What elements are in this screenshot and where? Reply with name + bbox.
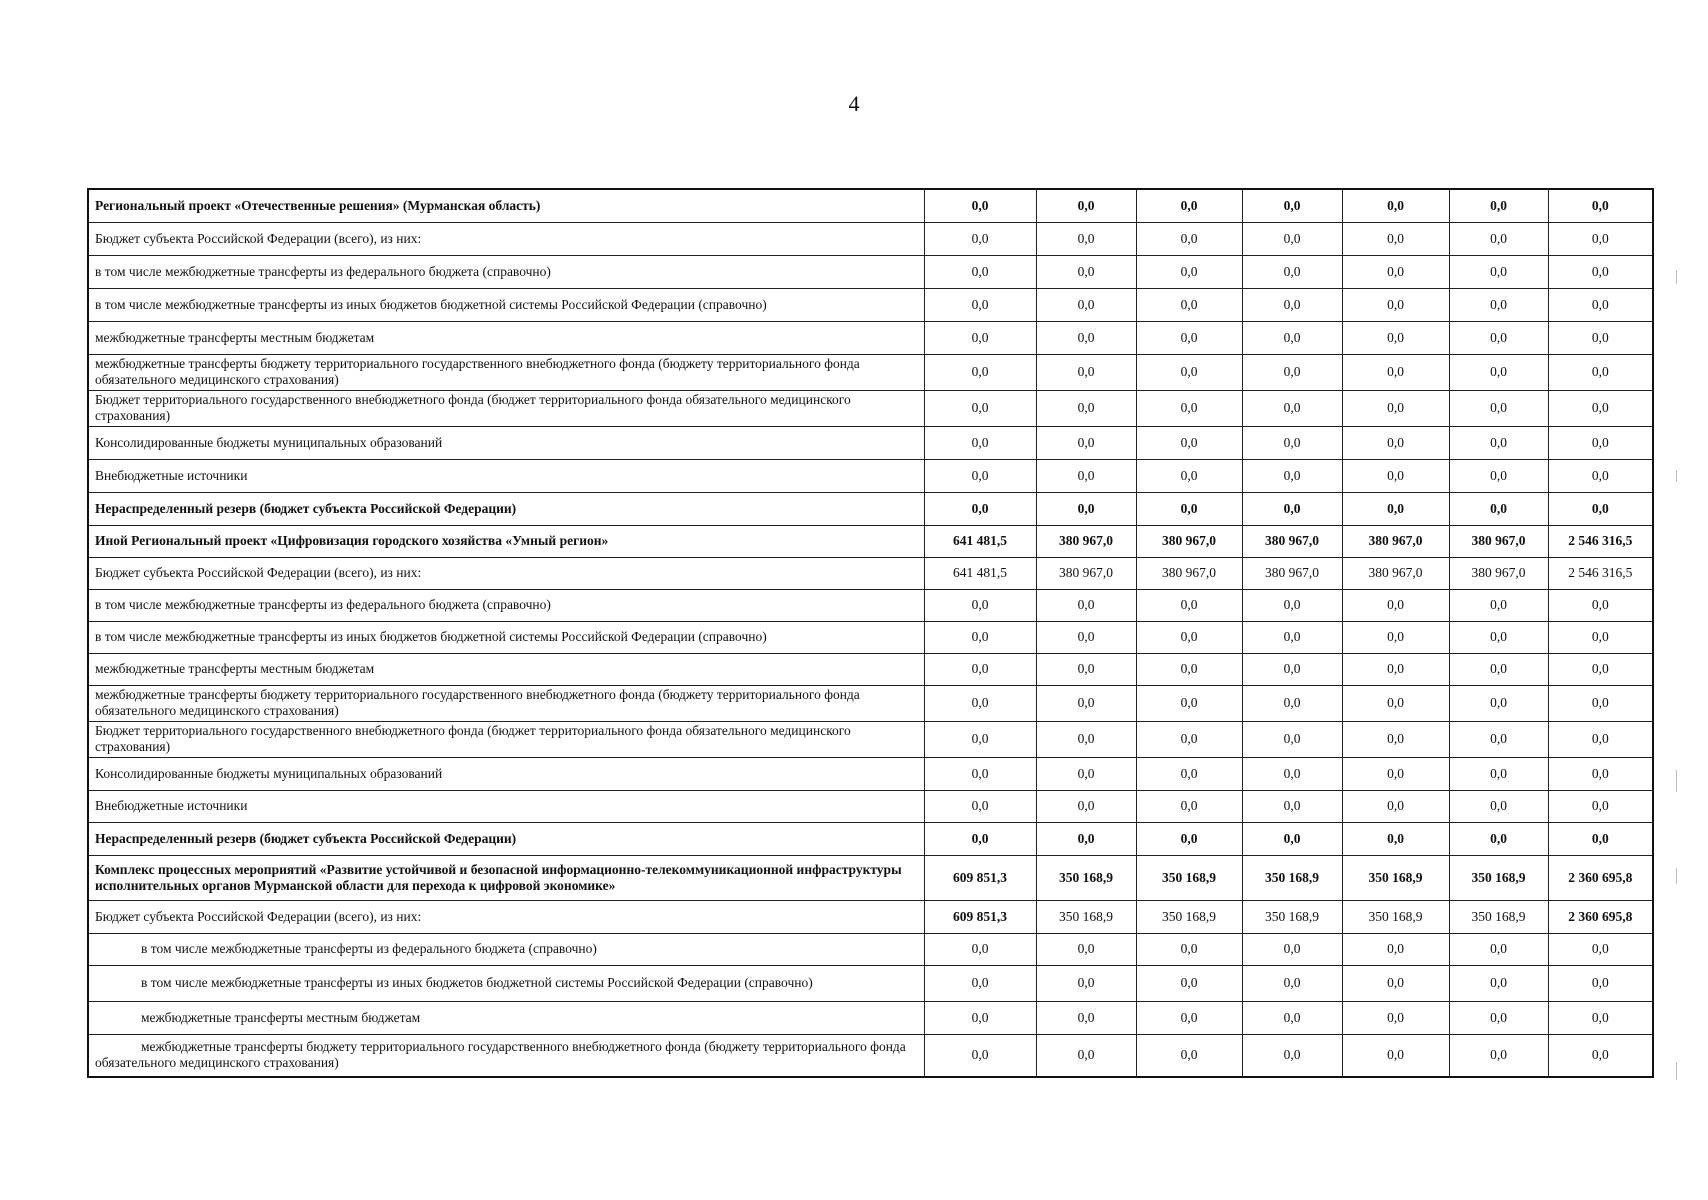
value-cell: 0,0	[1242, 685, 1342, 721]
value-cell: 0,0	[924, 757, 1036, 790]
value-cell: 350 168,9	[1136, 855, 1242, 900]
value-cell: 0,0	[1449, 589, 1548, 621]
scan-edge-mark	[1676, 470, 1677, 482]
value-cell: 0,0	[1242, 426, 1342, 459]
value-cell: 0,0	[1449, 255, 1548, 288]
value-cell: 0,0	[1036, 1001, 1136, 1034]
value-cell: 0,0	[1036, 653, 1136, 685]
value-cell: 0,0	[1242, 822, 1342, 855]
value-cell: 0,0	[1342, 721, 1449, 757]
budget-table-body	[88, 189, 1653, 1077]
value-cell: 0,0	[924, 426, 1036, 459]
value-cell: 380 967,0	[1242, 525, 1342, 557]
value-cell: 0,0	[1342, 757, 1449, 790]
row-label: Нераспределенный резерв (бюджет субъекта Российской Федерации)	[88, 492, 924, 525]
value-cell: 0,0	[924, 1034, 1036, 1077]
value-cell: 0,0	[1449, 390, 1548, 426]
value-cell: 0,0	[1449, 685, 1548, 721]
row-label: в том числе межбюджетные трансферты из иных бюджетов бюджетной системы Российской Федерации (справочно)	[88, 621, 924, 653]
value-cell: 0,0	[1342, 390, 1449, 426]
value-cell: 0,0	[1342, 1034, 1449, 1077]
value-cell: 0,0	[1449, 222, 1548, 255]
table-row	[88, 855, 1653, 900]
row-label: Консолидированные бюджеты муниципальных образований	[88, 757, 924, 790]
value-cell: 0,0	[1036, 390, 1136, 426]
row-label: в том числе межбюджетные трансферты из федерального бюджета (справочно)	[88, 933, 924, 965]
table-row	[88, 900, 1653, 933]
value-cell: 350 168,9	[1036, 900, 1136, 933]
value-cell: 0,0	[1136, 933, 1242, 965]
value-cell: 0,0	[924, 492, 1036, 525]
value-cell: 0,0	[924, 790, 1036, 822]
value-cell: 0,0	[1548, 653, 1653, 685]
scan-edge-mark	[1676, 270, 1677, 284]
value-cell: 0,0	[1136, 653, 1242, 685]
value-cell: 0,0	[1136, 492, 1242, 525]
value-cell: 350 168,9	[1342, 900, 1449, 933]
row-label: Региональный проект «Отечественные решения» (Мурманская область)	[88, 189, 924, 222]
value-cell: 0,0	[924, 621, 1036, 653]
value-cell: 350 168,9	[1449, 855, 1548, 900]
table-row	[88, 653, 1653, 685]
value-cell: 0,0	[1449, 459, 1548, 492]
value-cell: 0,0	[1242, 965, 1342, 1001]
row-label: Нераспределенный резерв (бюджет субъекта Российской Федерации)	[88, 822, 924, 855]
value-cell: 380 967,0	[1342, 525, 1449, 557]
table-row	[88, 255, 1653, 288]
value-cell: 0,0	[1036, 459, 1136, 492]
value-cell: 0,0	[1342, 589, 1449, 621]
value-cell: 0,0	[924, 255, 1036, 288]
value-cell: 0,0	[1036, 933, 1136, 965]
row-label: межбюджетные трансферты местным бюджетам	[88, 1001, 924, 1034]
scan-edge-mark	[1676, 868, 1677, 884]
value-cell: 0,0	[1036, 426, 1136, 459]
table-row	[88, 459, 1653, 492]
value-cell: 0,0	[1342, 255, 1449, 288]
value-cell: 0,0	[1242, 1034, 1342, 1077]
value-cell: 0,0	[1449, 965, 1548, 1001]
value-cell: 2 546 316,5	[1548, 525, 1653, 557]
value-cell: 0,0	[1242, 354, 1342, 390]
value-cell: 0,0	[924, 653, 1036, 685]
value-cell: 0,0	[924, 354, 1036, 390]
table-row	[88, 321, 1653, 354]
value-cell: 0,0	[924, 189, 1036, 222]
value-cell: 0,0	[1449, 1001, 1548, 1034]
value-cell: 0,0	[924, 390, 1036, 426]
value-cell: 0,0	[1036, 255, 1136, 288]
value-cell: 0,0	[1342, 459, 1449, 492]
value-cell: 0,0	[1449, 721, 1548, 757]
table-row	[88, 589, 1653, 621]
row-label: Бюджет субъекта Российской Федерации (всего), из них:	[88, 222, 924, 255]
value-cell: 0,0	[1449, 757, 1548, 790]
row-label: межбюджетные трансферты бюджету территориального государственного внебюджетного фонда (бюджету территориального фонда обязательного медицинского страхования)	[88, 354, 924, 390]
table-row	[88, 492, 1653, 525]
value-cell: 0,0	[1136, 790, 1242, 822]
value-cell: 0,0	[1449, 933, 1548, 965]
value-cell: 0,0	[1242, 621, 1342, 653]
value-cell: 0,0	[1449, 822, 1548, 855]
value-cell: 0,0	[1548, 790, 1653, 822]
value-cell: 0,0	[1342, 354, 1449, 390]
value-cell: 0,0	[1342, 222, 1449, 255]
table-row	[88, 790, 1653, 822]
row-label: Бюджет территориального государственного внебюджетного фонда (бюджет территориального фонда обязательного медицинского страхования)	[88, 390, 924, 426]
value-cell: 0,0	[1242, 721, 1342, 757]
value-cell: 0,0	[1036, 321, 1136, 354]
value-cell: 0,0	[1548, 965, 1653, 1001]
value-cell: 0,0	[1136, 1034, 1242, 1077]
value-cell: 0,0	[924, 459, 1036, 492]
row-label: в том числе межбюджетные трансферты из иных бюджетов бюджетной системы Российской Федерации (справочно)	[88, 288, 924, 321]
value-cell: 350 168,9	[1136, 900, 1242, 933]
value-cell: 0,0	[1548, 822, 1653, 855]
value-cell: 0,0	[1548, 255, 1653, 288]
value-cell: 0,0	[1548, 222, 1653, 255]
value-cell: 0,0	[1036, 790, 1136, 822]
table-row	[88, 685, 1653, 721]
value-cell: 0,0	[1548, 721, 1653, 757]
value-cell: 0,0	[1242, 492, 1342, 525]
value-cell: 641 481,5	[924, 525, 1036, 557]
value-cell: 0,0	[1548, 426, 1653, 459]
value-cell: 0,0	[1136, 321, 1242, 354]
value-cell: 641 481,5	[924, 557, 1036, 589]
value-cell: 380 967,0	[1136, 557, 1242, 589]
value-cell: 0,0	[1036, 757, 1136, 790]
value-cell: 0,0	[1136, 721, 1242, 757]
value-cell: 0,0	[1136, 354, 1242, 390]
row-label: Консолидированные бюджеты муниципальных образований	[88, 426, 924, 459]
value-cell: 2 360 695,8	[1548, 900, 1653, 933]
table-row	[88, 390, 1653, 426]
value-cell: 0,0	[1449, 790, 1548, 822]
value-cell: 0,0	[1548, 321, 1653, 354]
value-cell: 0,0	[1548, 189, 1653, 222]
value-cell: 0,0	[1242, 390, 1342, 426]
value-cell: 350 168,9	[1242, 855, 1342, 900]
table-row	[88, 965, 1653, 1001]
value-cell: 380 967,0	[1036, 557, 1136, 589]
value-cell: 0,0	[1036, 822, 1136, 855]
value-cell: 0,0	[1548, 757, 1653, 790]
value-cell: 0,0	[1449, 1034, 1548, 1077]
value-cell: 0,0	[1036, 222, 1136, 255]
value-cell: 0,0	[1242, 255, 1342, 288]
table-row	[88, 525, 1653, 557]
value-cell: 0,0	[1242, 1001, 1342, 1034]
value-cell: 0,0	[1136, 1001, 1242, 1034]
value-cell: 0,0	[1036, 189, 1136, 222]
value-cell: 0,0	[1036, 288, 1136, 321]
table-row	[88, 757, 1653, 790]
value-cell: 0,0	[924, 1001, 1036, 1034]
value-cell: 609 851,3	[924, 855, 1036, 900]
page-number: 4	[848, 91, 860, 116]
value-cell: 0,0	[924, 721, 1036, 757]
table-row	[88, 426, 1653, 459]
table-row	[88, 933, 1653, 965]
value-cell: 0,0	[1136, 965, 1242, 1001]
value-cell: 0,0	[1342, 321, 1449, 354]
value-cell: 0,0	[1242, 321, 1342, 354]
value-cell: 0,0	[924, 321, 1036, 354]
value-cell: 0,0	[1342, 426, 1449, 459]
value-cell: 0,0	[1449, 426, 1548, 459]
value-cell: 2 360 695,8	[1548, 855, 1653, 900]
table-row	[88, 354, 1653, 390]
value-cell: 0,0	[1548, 390, 1653, 426]
value-cell: 0,0	[1449, 288, 1548, 321]
value-cell: 0,0	[1449, 321, 1548, 354]
value-cell: 0,0	[1342, 965, 1449, 1001]
value-cell: 0,0	[1036, 685, 1136, 721]
value-cell: 0,0	[924, 685, 1036, 721]
row-label: в том числе межбюджетные трансферты из федерального бюджета (справочно)	[88, 255, 924, 288]
value-cell: 0,0	[1136, 426, 1242, 459]
row-label: Бюджет субъекта Российской Федерации (всего), из них:	[88, 900, 924, 933]
row-label: Иной Региональный проект «Цифровизация городского хозяйства «Умный регион»	[88, 525, 924, 557]
value-cell: 350 168,9	[1036, 855, 1136, 900]
value-cell: 0,0	[1136, 757, 1242, 790]
value-cell: 0,0	[1136, 390, 1242, 426]
value-cell: 0,0	[1548, 354, 1653, 390]
value-cell: 0,0	[1548, 459, 1653, 492]
value-cell: 0,0	[1242, 790, 1342, 822]
row-label: Комплекс процессных мероприятий «Развитие устойчивой и безопасной информационно-телекоммуникационной инфраструктуры исполнительных органов Мурманской области для перехода к цифровой экономике»	[88, 855, 924, 900]
value-cell: 0,0	[1449, 653, 1548, 685]
value-cell: 0,0	[1242, 589, 1342, 621]
value-cell: 0,0	[1036, 621, 1136, 653]
value-cell: 0,0	[1342, 189, 1449, 222]
table-row	[88, 288, 1653, 321]
value-cell: 0,0	[1548, 1034, 1653, 1077]
table-row	[88, 621, 1653, 653]
value-cell: 0,0	[1449, 621, 1548, 653]
value-cell: 0,0	[1548, 288, 1653, 321]
value-cell: 0,0	[1036, 589, 1136, 621]
row-label: Бюджет территориального государственного внебюджетного фонда (бюджет территориального фонда обязательного медицинского страхования)	[88, 721, 924, 757]
value-cell: 0,0	[924, 222, 1036, 255]
row-label: Внебюджетные источники	[88, 459, 924, 492]
value-cell: 609 851,3	[924, 900, 1036, 933]
value-cell: 0,0	[1136, 822, 1242, 855]
value-cell: 0,0	[1036, 354, 1136, 390]
value-cell: 0,0	[924, 822, 1036, 855]
value-cell: 380 967,0	[1242, 557, 1342, 589]
value-cell: 0,0	[1036, 1034, 1136, 1077]
value-cell: 0,0	[924, 288, 1036, 321]
row-label: межбюджетные трансферты местным бюджетам	[88, 321, 924, 354]
value-cell: 380 967,0	[1449, 557, 1548, 589]
value-cell: 0,0	[1136, 288, 1242, 321]
value-cell: 0,0	[1136, 222, 1242, 255]
value-cell: 0,0	[1342, 653, 1449, 685]
row-label: в том числе межбюджетные трансферты из иных бюджетов бюджетной системы Российской Федерации (справочно)	[88, 965, 924, 1001]
value-cell: 0,0	[1136, 685, 1242, 721]
value-cell: 0,0	[1548, 1001, 1653, 1034]
value-cell: 0,0	[1342, 288, 1449, 321]
value-cell: 2 546 316,5	[1548, 557, 1653, 589]
scan-edge-mark	[1676, 1062, 1677, 1080]
value-cell: 0,0	[1242, 933, 1342, 965]
value-cell: 350 168,9	[1449, 900, 1548, 933]
row-label: межбюджетные трансферты бюджету территориального государственного внебюджетного фонда (бюджету территориального фонда обязательного медицинского страхования)	[88, 685, 924, 721]
value-cell: 0,0	[1342, 790, 1449, 822]
row-label: Внебюджетные источники	[88, 790, 924, 822]
table-row	[88, 721, 1653, 757]
value-cell: 0,0	[1342, 685, 1449, 721]
value-cell: 0,0	[924, 933, 1036, 965]
value-cell: 0,0	[1449, 354, 1548, 390]
value-cell: 0,0	[1342, 492, 1449, 525]
scan-edge-mark	[1676, 770, 1677, 792]
value-cell: 380 967,0	[1449, 525, 1548, 557]
value-cell: 0,0	[1342, 822, 1449, 855]
value-cell: 0,0	[1548, 621, 1653, 653]
value-cell: 0,0	[1036, 721, 1136, 757]
row-label: межбюджетные трансферты бюджету территориального государственного внебюджетного фонда (бюджету территориального фонда обязательного медицинского страхования)	[88, 1034, 924, 1077]
value-cell: 350 168,9	[1342, 855, 1449, 900]
value-cell: 0,0	[1136, 459, 1242, 492]
value-cell: 0,0	[1548, 492, 1653, 525]
value-cell: 0,0	[1342, 1001, 1449, 1034]
value-cell: 0,0	[1242, 189, 1342, 222]
table-row	[88, 1034, 1653, 1077]
value-cell: 0,0	[1242, 459, 1342, 492]
value-cell: 0,0	[1342, 621, 1449, 653]
table-row	[88, 822, 1653, 855]
row-label: в том числе межбюджетные трансферты из федерального бюджета (справочно)	[88, 589, 924, 621]
value-cell: 380 967,0	[1036, 525, 1136, 557]
value-cell: 0,0	[1136, 589, 1242, 621]
table-row	[88, 1001, 1653, 1034]
value-cell: 0,0	[1342, 933, 1449, 965]
value-cell: 0,0	[1242, 757, 1342, 790]
value-cell: 380 967,0	[1136, 525, 1242, 557]
value-cell: 0,0	[1548, 685, 1653, 721]
value-cell: 0,0	[1548, 589, 1653, 621]
value-cell: 350 168,9	[1242, 900, 1342, 933]
table-row	[88, 557, 1653, 589]
table-row	[88, 222, 1653, 255]
value-cell: 0,0	[1136, 621, 1242, 653]
value-cell: 0,0	[1036, 492, 1136, 525]
value-cell: 0,0	[1449, 492, 1548, 525]
value-cell: 0,0	[1242, 288, 1342, 321]
row-label: Бюджет субъекта Российской Федерации (всего), из них:	[88, 557, 924, 589]
value-cell: 0,0	[1242, 653, 1342, 685]
value-cell: 0,0	[1242, 222, 1342, 255]
table-row	[88, 189, 1653, 222]
value-cell: 380 967,0	[1342, 557, 1449, 589]
value-cell: 0,0	[1449, 189, 1548, 222]
value-cell: 0,0	[1136, 255, 1242, 288]
value-cell: 0,0	[1136, 189, 1242, 222]
value-cell: 0,0	[924, 589, 1036, 621]
value-cell: 0,0	[924, 965, 1036, 1001]
row-label: межбюджетные трансферты местным бюджетам	[88, 653, 924, 685]
value-cell: 0,0	[1548, 933, 1653, 965]
budget-table	[87, 188, 1654, 1078]
value-cell: 0,0	[1036, 965, 1136, 1001]
